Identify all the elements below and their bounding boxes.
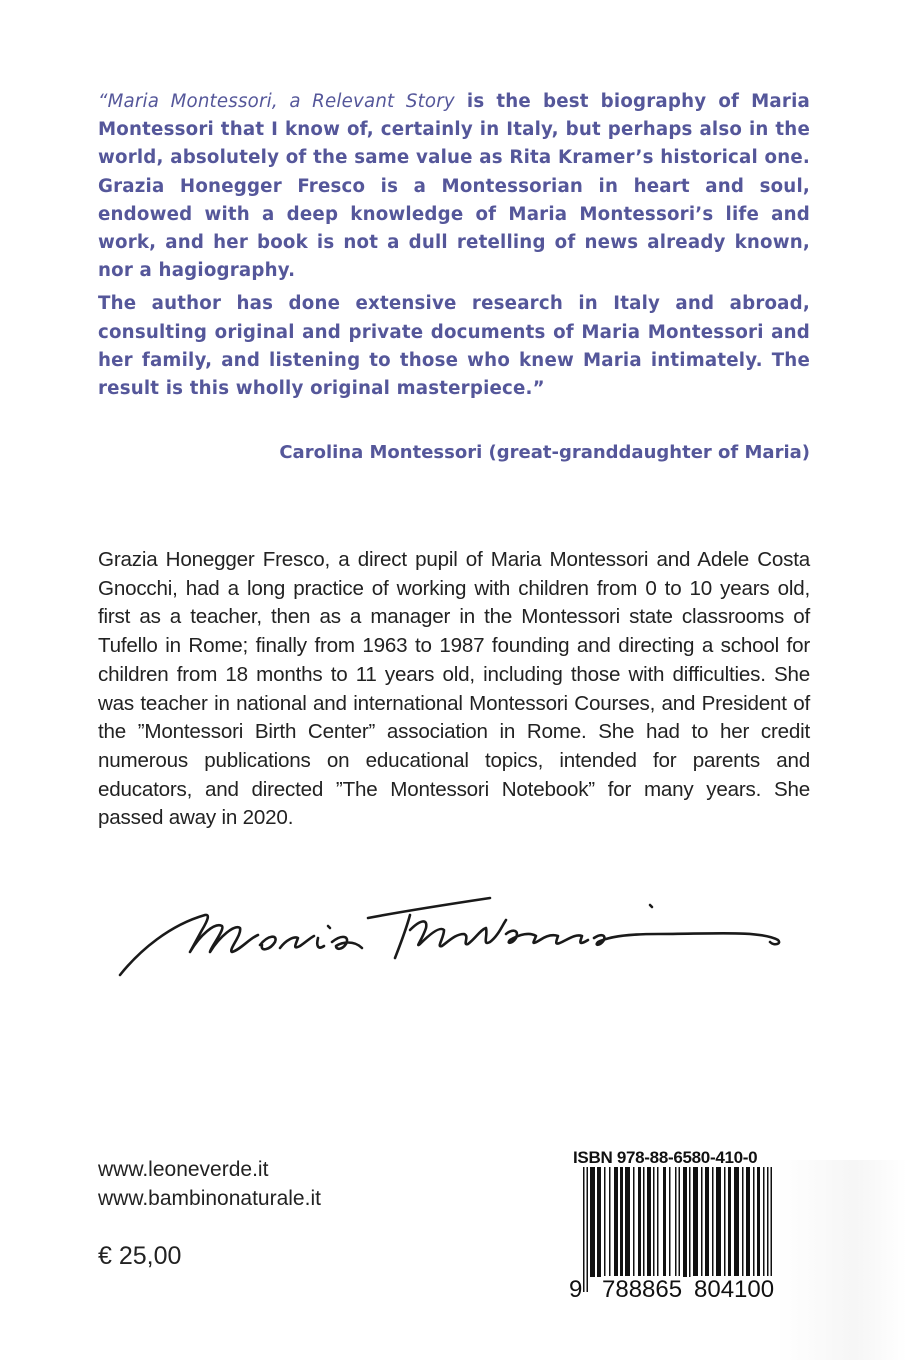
quote-paragraph-1: “Maria Montessori, a Relevant Story is the best biography of Maria Montessori that I know of, certainly in Italy, but perhaps also in the world, absolutely of the same value as Rita Kramer’s historical one. Grazia Honegger Fresco is a Montessorian in heart and soul, endowed with a deep knowledge of Maria Montessori’s life and work, and her book is not a dull retelling of news already known, nor a hagiography. bbox=[98, 91, 810, 282]
author-bio: Grazia Honegger Fresco, a direct pupil of Maria Montessori and Adele Costa Gnocchi, had a long practice of working with children from 0 to 10 years old, first as a teacher, then as a manager in the Montessori state classrooms of Tufello in Rome; finally from 1963 to 1987 founding and directing a school for children from 18 months to 11 years old, including those with difficulties. She was teacher in national and international Montessori Courses, and President of the ”Montessori Birth Center” association in Rome. She had to her credit numerous publications on educational topics, intended for parents and educators, and directed ”The Montessori Notebook” for many years. She passed away in 2020. bbox=[98, 548, 810, 830]
website-link[interactable]: www.bambinonaturale.it bbox=[98, 1187, 321, 1210]
website-link[interactable]: www.leoneverde.it bbox=[98, 1158, 269, 1181]
publisher-websites bbox=[98, 1155, 321, 1213]
barcode-digits-left: 788865 bbox=[602, 1276, 683, 1303]
barcode-digits-right: 804100 bbox=[694, 1276, 775, 1303]
isbn-label: ISBN 978-88-6580-410-0 bbox=[573, 1148, 758, 1167]
signature-icon bbox=[110, 890, 790, 985]
endorsement-quote bbox=[98, 88, 810, 403]
barcode-icon bbox=[583, 1167, 778, 1292]
book-title: “Maria Montessori, a Relevant Story bbox=[98, 91, 455, 112]
quote-attribution: Carolina Montessori (great-granddaughter of Maria) bbox=[279, 442, 810, 463]
quote-paragraph-2: The author has done extensive research in Italy and abroad, consulting original and private documents of Maria Montessori and her family, and listening to those who knew Maria intimately. The result is this wholly original masterpiece.” bbox=[98, 293, 810, 400]
price: € 25,00 bbox=[98, 1242, 182, 1270]
barcode-digit-first: 9 bbox=[569, 1276, 583, 1303]
page-shadow bbox=[777, 1160, 907, 1360]
